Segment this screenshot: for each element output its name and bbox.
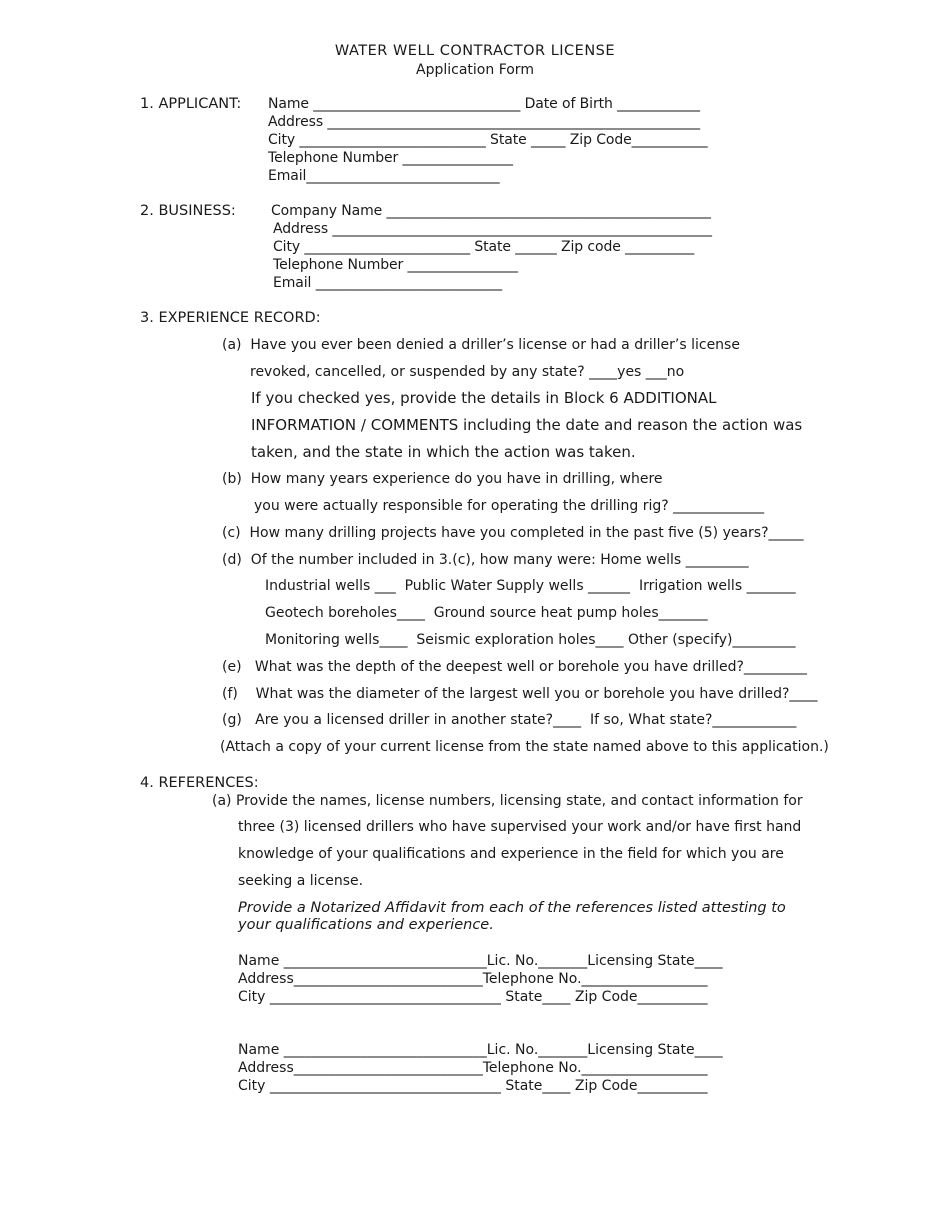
references-instruction-1: (a) Provide the names, license numbers, licensing state, and contact information for: [212, 793, 803, 809]
experience-question-b: (b) How many years experience do you have in drilling, where: [222, 471, 663, 487]
reference-1-address-line[interactable]: Address___________________________Telephone No.__________________: [238, 971, 708, 987]
experience-attach-note: (Attach a copy of your current license from the state named above to this application.): [220, 739, 829, 755]
references-heading: 4. REFERENCES:: [140, 775, 259, 791]
applicant-email-line[interactable]: Email____________________________: [268, 168, 500, 184]
experience-question-c-field[interactable]: (c) How many drilling projects have you completed in the past five (5) years?_____: [222, 525, 804, 541]
experience-question-d-home-wells[interactable]: (d) Of the number included in 3.(c), how many were: Home wells _________: [222, 552, 749, 568]
experience-question-a-note-3: taken, and the state in which the action was taken.: [251, 443, 636, 461]
reference-1-name-line[interactable]: Name _____________________________Lic. No._______Licensing State____: [238, 953, 723, 969]
applicant-heading: 1. APPLICANT:: [140, 96, 242, 112]
experience-question-a-yes-no[interactable]: revoked, cancelled, or suspended by any state? ____yes ___no: [250, 364, 685, 380]
business-email-line[interactable]: Email ___________________________: [273, 275, 502, 291]
experience-question-a-note-2: INFORMATION / COMMENTS including the date and reason the action was: [251, 416, 803, 434]
experience-question-e-field[interactable]: (e) What was the depth of the deepest well or borehole you have drilled?_________: [222, 659, 807, 675]
experience-heading: 3. EXPERIENCE RECORD:: [140, 310, 321, 326]
reference-2-city-line[interactable]: City _________________________________ State____ Zip Code__________: [238, 1078, 708, 1094]
applicant-telephone-line[interactable]: Telephone Number ________________: [268, 150, 513, 166]
references-instruction-3: knowledge of your qualifications and experience in the field for which you are: [238, 846, 784, 862]
experience-question-a: (a) Have you ever been denied a driller’s license or had a driller’s license: [222, 337, 740, 353]
experience-question-d-industrial-line[interactable]: Industrial wells ___ Public Water Supply wells ______ Irrigation wells _______: [265, 578, 796, 594]
form-subtitle: Application Form: [416, 62, 534, 78]
form-title: WATER WELL CONTRACTOR LICENSE: [334, 43, 616, 59]
references-affidavit-note-2: your qualifications and experience.: [238, 917, 494, 933]
business-company-line[interactable]: Company Name _______________________________________________: [271, 203, 711, 219]
references-instruction-4: seeking a license.: [238, 873, 364, 889]
applicant-name-dob-line[interactable]: Name ______________________________ Date of Birth ____________: [268, 96, 700, 112]
reference-1-city-line[interactable]: City _________________________________ State____ Zip Code__________: [238, 989, 708, 1005]
business-city-state-zip-line[interactable]: City ________________________ State ______ Zip code __________: [273, 239, 695, 255]
applicant-city-state-zip-line[interactable]: City ___________________________ State _____ Zip Code___________: [268, 132, 708, 148]
applicant-address-line[interactable]: Address ______________________________________________________: [268, 114, 701, 130]
reference-2-address-line[interactable]: Address___________________________Telephone No.__________________: [238, 1060, 708, 1076]
experience-question-d-geotech-line[interactable]: Geotech boreholes____ Ground source heat pump holes_______: [265, 605, 708, 621]
experience-question-f-field[interactable]: (f) What was the diameter of the largest well you or borehole you have drilled?____: [222, 686, 818, 702]
reference-2-name-line[interactable]: Name _____________________________Lic. No._______Licensing State____: [238, 1042, 723, 1058]
experience-question-d-monitoring-line[interactable]: Monitoring wells____ Seismic exploration holes____ Other (specify)_________: [265, 632, 796, 648]
business-heading: 2. BUSINESS:: [140, 203, 236, 219]
experience-question-a-note-1: If you checked yes, provide the details in Block 6 ADDITIONAL: [251, 389, 717, 407]
business-address-line[interactable]: Address _______________________________________________________: [273, 221, 712, 237]
experience-question-g-field[interactable]: (g) Are you a licensed driller in another state?____ If so, What state?____________: [222, 712, 797, 728]
experience-question-b-field[interactable]: you were actually responsible for operating the drilling rig? _____________: [254, 498, 765, 514]
references-instruction-2: three (3) licensed drillers who have supervised your work and/or have first hand: [238, 819, 802, 835]
references-affidavit-note-1: Provide a Notarized Affidavit from each of the references listed attesting to: [238, 900, 786, 916]
business-telephone-line[interactable]: Telephone Number ________________: [273, 257, 518, 273]
